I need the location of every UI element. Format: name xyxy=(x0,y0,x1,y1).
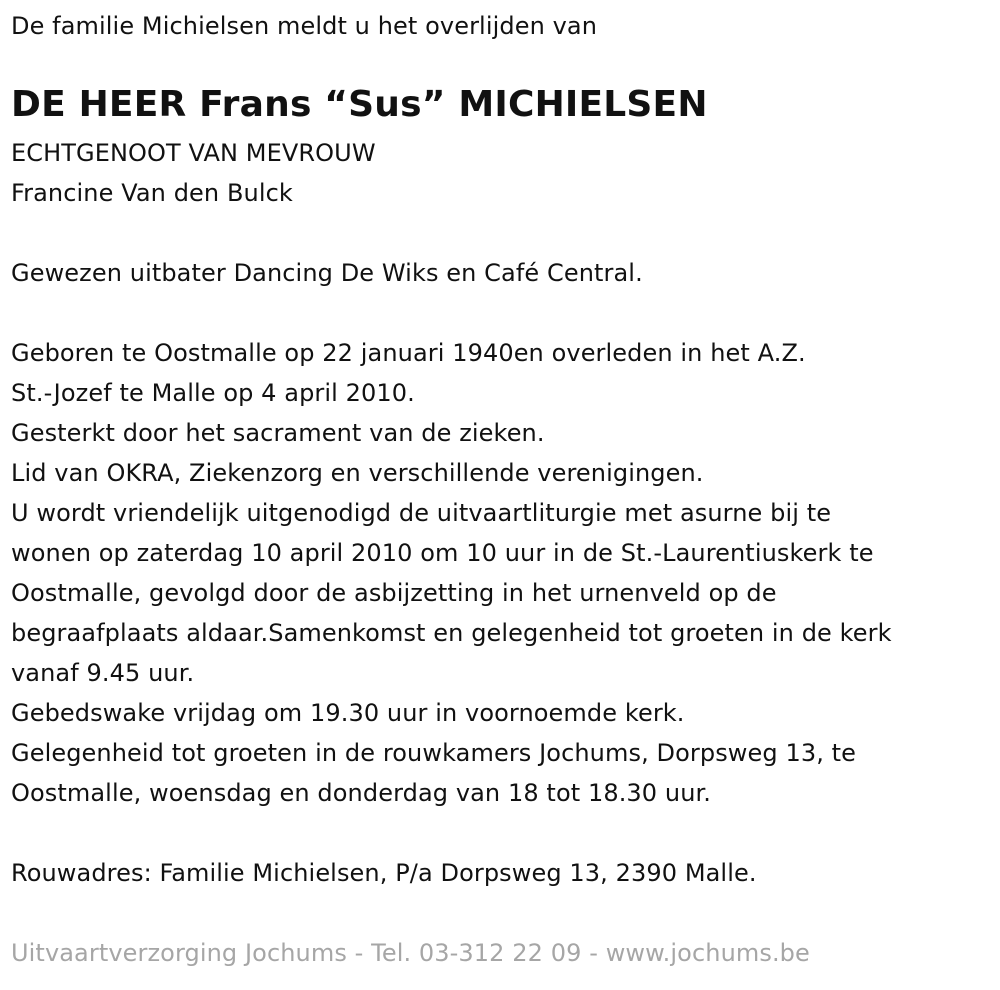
details-line: Geboren te Oostmalle op 22 januari 1940en overleden in het A.Z. xyxy=(11,339,806,367)
funeral-home-footer: Uitvaartverzorging Jochums - Tel. 03-312 22 09 - www.jochums.be xyxy=(11,939,810,967)
details-line: Lid van OKRA, Ziekenzorg en verschillende verenigingen. xyxy=(11,459,704,487)
mourning-address: Rouwadres: Familie Michielsen, P/a Dorpsweg 13, 2390 Malle. xyxy=(11,859,757,887)
details-line: Oostmalle, woensdag en donderdag van 18 tot 18.30 uur. xyxy=(11,779,712,807)
details-line: Oostmalle, gevolgd door de asbijzetting in het urnenveld op de xyxy=(11,579,777,607)
details-line: vanaf 9.45 uur. xyxy=(11,659,195,687)
deceased-name: DE HEER Frans “Sus” MICHIELSEN xyxy=(11,84,708,125)
death-notice xyxy=(11,6,996,973)
spouse-title: ECHTGENOOT VAN MEVROUW xyxy=(11,139,376,167)
details-line: St.-Jozef te Malle op 4 april 2010. xyxy=(11,379,415,407)
spacer xyxy=(11,893,996,933)
details-line: Gebedswake vrijdag om 19.30 uur in voornoemde kerk. xyxy=(11,699,685,727)
spacer xyxy=(11,813,996,853)
spacer xyxy=(11,213,996,253)
spacer xyxy=(11,293,996,333)
details-line: Gelegenheid tot groeten in de rouwkamers Jochums, Dorpsweg 13, te xyxy=(11,739,857,767)
details-line: begraafplaats aldaar.Samenkomst en gelegenheid tot groeten in de kerk xyxy=(11,619,892,647)
details-line: U wordt vriendelijk uitgenodigd de uitvaartliturgie met asurne bij te xyxy=(11,499,832,527)
intro-text: De familie Michielsen meldt u het overlijden van xyxy=(11,12,598,40)
occupation-text: Gewezen uitbater Dancing De Wiks en Café Central. xyxy=(11,259,643,287)
details-line: wonen op zaterdag 10 april 2010 om 10 uur in de St.-Laurentiuskerk te xyxy=(11,539,874,567)
details-block xyxy=(11,333,996,813)
details-line: Gesterkt door het sacrament van de zieken. xyxy=(11,419,545,447)
spouse-name: Francine Van den Bulck xyxy=(11,179,293,207)
